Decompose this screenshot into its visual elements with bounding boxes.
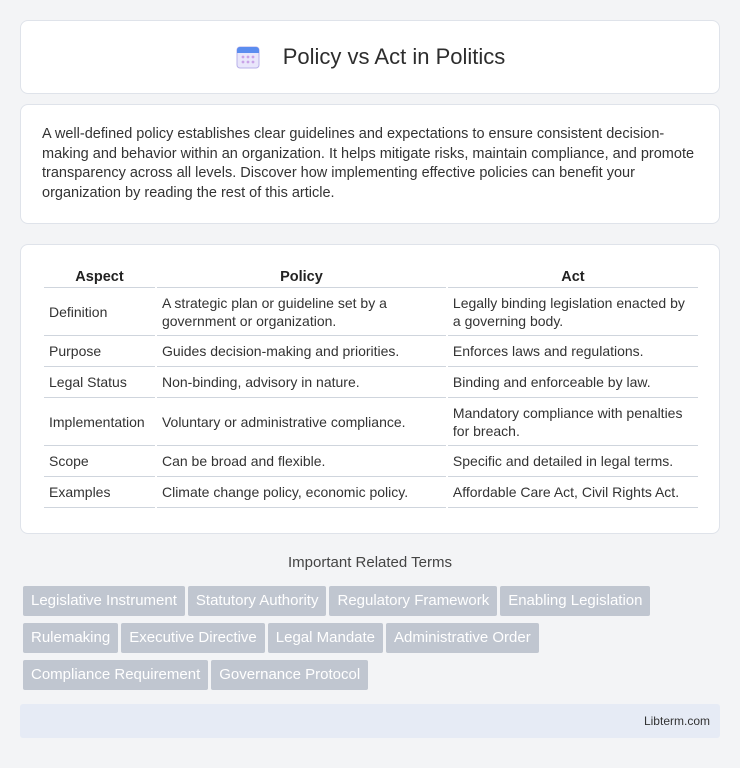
related-term-tag[interactable]: Regulatory Framework [329, 586, 497, 616]
comparison-table [42, 267, 700, 508]
table-cell: Examples [44, 477, 155, 508]
related-terms-list [23, 586, 723, 697]
related-term-tag[interactable]: Compliance Requirement [23, 660, 208, 690]
table-cell: Definition [44, 288, 155, 336]
table-cell: Scope [44, 446, 155, 477]
table-cell: Can be broad and flexible. [157, 446, 446, 477]
table-cell: A strategic plan or guideline set by a government or organization. [157, 288, 446, 336]
table-cell: Binding and enforceable by law. [448, 367, 698, 398]
table-cell: Legal Status [44, 367, 155, 398]
related-term-tag[interactable]: Legislative Instrument [23, 586, 185, 616]
calendar-icon [235, 44, 261, 70]
table-cell: Specific and detailed in legal terms. [448, 446, 698, 477]
table-cell: Non-binding, advisory in nature. [157, 367, 446, 398]
related-term-tag[interactable]: Enabling Legislation [500, 586, 650, 616]
related-term-tag[interactable]: Administrative Order [386, 623, 539, 653]
related-term-tag[interactable]: Statutory Authority [188, 586, 327, 616]
table-cell: Affordable Care Act, Civil Rights Act. [448, 477, 698, 508]
header-act: Act [448, 267, 698, 288]
related-term-tag[interactable]: Rulemaking [23, 623, 118, 653]
table-cell: Voluntary or administrative compliance. [157, 398, 446, 446]
intro-card [20, 104, 720, 224]
table-row [44, 398, 698, 446]
table-cell: Guides decision-making and priorities. [157, 336, 446, 367]
table-cell: Purpose [44, 336, 155, 367]
table-cell: Legally binding legislation enacted by a governing body. [448, 288, 698, 336]
table-row [44, 336, 698, 367]
footer-site-link[interactable]: Libterm.com [643, 714, 710, 728]
header-aspect: Aspect [44, 267, 155, 288]
table-cell: Implementation [44, 398, 155, 446]
table-row [44, 446, 698, 477]
related-term-tag[interactable]: Executive Directive [121, 623, 265, 653]
table-cell: Enforces laws and regulations. [448, 336, 698, 367]
table-row [44, 477, 698, 508]
page-title: Policy vs Act in Politics [282, 44, 506, 69]
table-row [44, 288, 698, 336]
related-term-tag[interactable]: Governance Protocol [211, 660, 368, 690]
table-cell: Climate change policy, economic policy. [157, 477, 446, 508]
related-terms-title: Important Related Terms [288, 554, 452, 571]
table-row [44, 367, 698, 398]
table-cell: Mandatory compliance with penalties for breach. [448, 398, 698, 446]
intro-text: A well-defined policy establishes clear guidelines and expectations to ensure consistent decision-making and behavior within an organization. It helps mitigate risks, maintain compliance, and promote transparency across all levels. Discover how implementing effective policies can benefit your organization by reading the rest of this article. [42, 126, 695, 201]
header-policy: Policy [157, 267, 446, 288]
footer [20, 704, 720, 738]
related-term-tag[interactable]: Legal Mandate [268, 623, 383, 653]
header-card [20, 20, 720, 94]
comparison-table-card [20, 244, 720, 534]
